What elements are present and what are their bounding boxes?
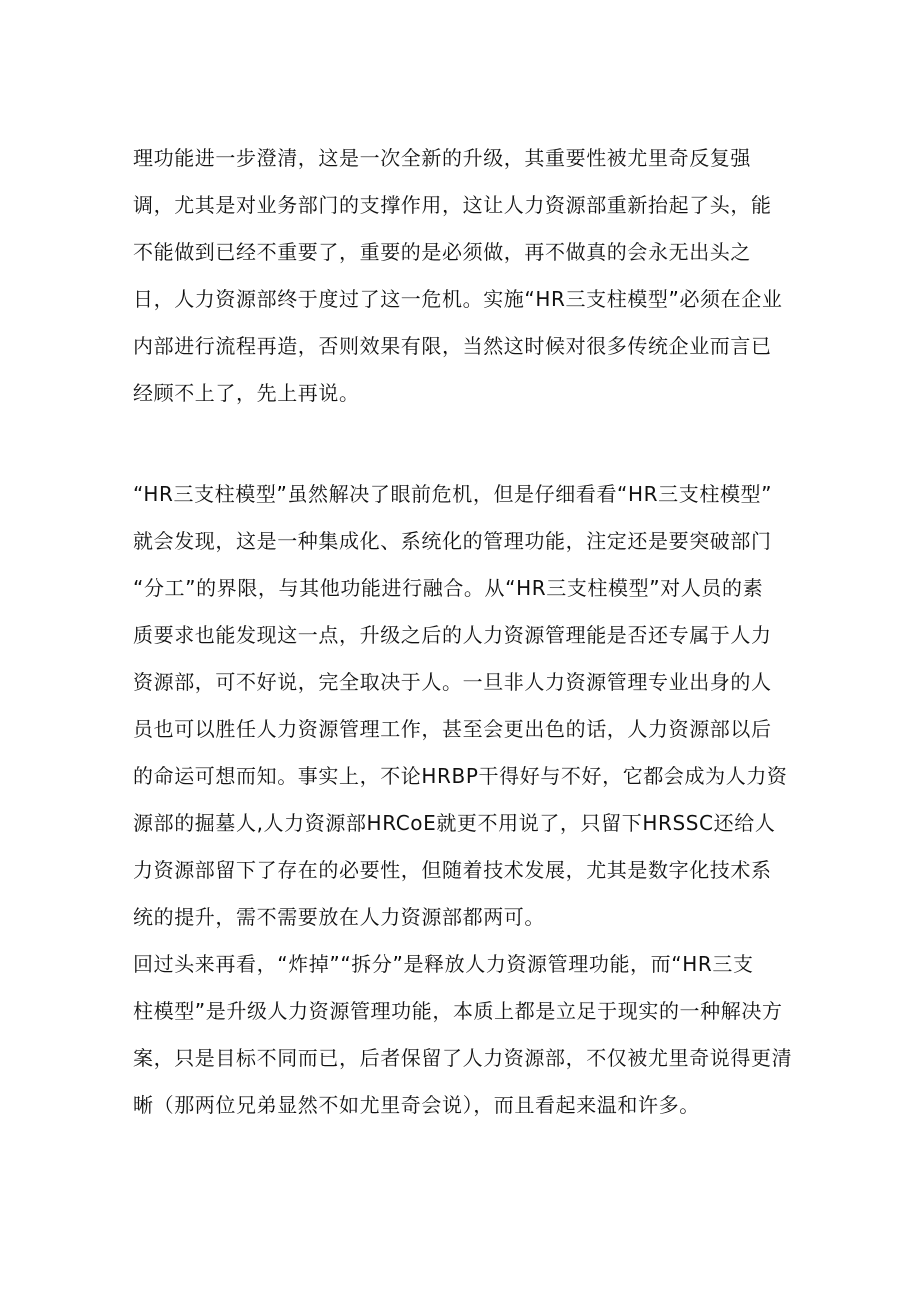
paragraph-line: 源部的掘墓人,人力资源部HRCoE就更不用说了，只留下HRSSC还给人: [133, 811, 776, 835]
paragraph-line: 经顾不上了，先上再说。: [133, 381, 360, 405]
paragraph-line: 资源部，可不好说，完全取决于人。一旦非人力资源管理专业出身的人: [133, 670, 772, 694]
paragraph-line: 柱模型”是升级人力资源管理功能，本质上都是立足于现实的一种解决方: [133, 999, 783, 1023]
paragraph-line: 案，只是目标不同而已，后者保留了人力资源部，不仅被尤里奇说得更清: [133, 1046, 793, 1070]
paragraph-line: 日，人力资源部终于度过了这一危机。实施“HR三支柱模型”必须在企业: [133, 287, 783, 311]
paragraph-line: 就会发现，这是一种集成化、系统化的管理功能，注定还是要突破部门: [133, 529, 772, 553]
paragraph-line: 质要求也能发现这一点，升级之后的人力资源管理能是否还专属于人力: [133, 623, 772, 647]
paragraph-line: 力资源部留下了存在的必要性，但随着技术发展，尤其是数字化技术系: [133, 858, 772, 882]
paragraph-line: 员也可以胜任人力资源管理工作，甚至会更出色的话，人力资源部以后: [133, 717, 772, 741]
paragraph-line: 理功能进一步澄清，这是一次全新的升级，其重要性被尤里奇反复强: [133, 146, 751, 170]
paragraph-line: 不能做到已经不重要了，重要的是必须做，再不做真的会永无出头之: [133, 240, 751, 264]
paragraph-line: 内部进行流程再造，否则效果有限，当然这时候对很多传统企业而言已: [133, 334, 772, 358]
paragraph-line: 的命运可想而知。事实上，不论HRBP干得好与不好，它都会成为人力资: [133, 764, 788, 788]
paragraph-line: 晰（那两位兄弟显然不如尤里奇会说），而且看起来温和许多。: [133, 1093, 700, 1117]
paragraph-line: “分工”的界限，与其他功能进行融合。从“HR三支柱模型”对人员的素: [133, 576, 764, 600]
paragraph-line: 统的提升，需不需要放在人力资源部都两可。: [133, 905, 545, 929]
paragraph-line: 调，尤其是对业务部门的支撑作用，这让人力资源部重新抬起了头，能: [133, 193, 772, 217]
paragraph-line: 回过头来再看，“炸掉”“拆分”是释放人力资源管理功能，而“HR三支: [133, 952, 754, 976]
paragraph-line: “HR三支柱模型”虽然解决了眼前危机，但是仔细看看“HR三支柱模型”: [133, 482, 773, 506]
